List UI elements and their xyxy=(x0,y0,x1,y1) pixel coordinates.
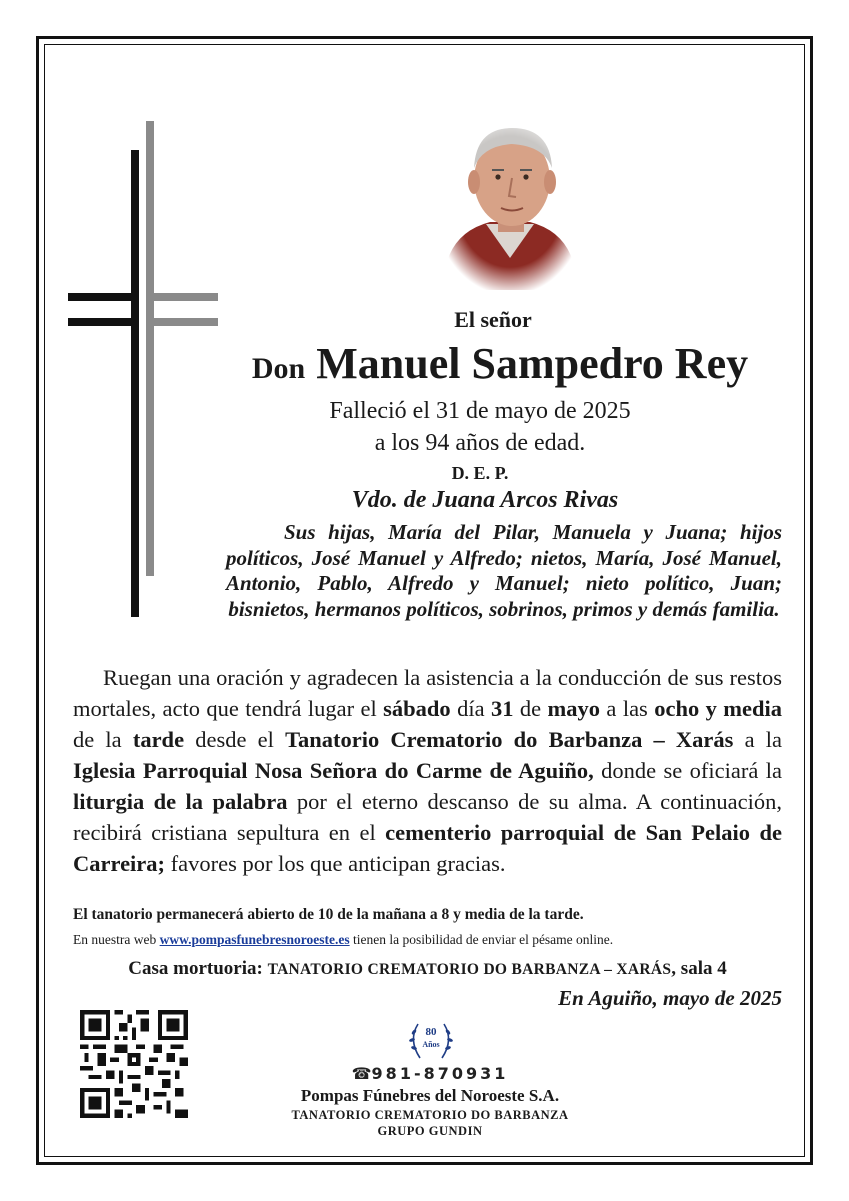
phone-line xyxy=(330,1064,530,1083)
family-list: Sus hijas, María del Pilar, Manuela y Juana; hijos políticos, José Manuel y Alfredo; nietos, María, José Manuel, Antonio, Pablo, Alfredo y Manuel; nieto político, Juan; bisnietos, hermanos políticos, sobrinos, primos y demás familia. xyxy=(226,520,782,621)
ceremony-text: Ruegan una oración y agradecen la asistencia a la conducción de sus restos mortales, acto que tendrá lugar el xyxy=(73,665,782,721)
web-notice xyxy=(73,932,782,948)
deceased-name-line xyxy=(200,338,800,389)
tanatorio-name: TANATORIO CREMATORIO DO BARBANZA xyxy=(291,1108,569,1122)
company-name: Pompas Fúnebres del Noroeste S.A. xyxy=(300,1086,560,1105)
death-date: Falleció el 31 de mayo de 2025 xyxy=(329,398,631,424)
anniversary-seal-icon xyxy=(404,1018,458,1066)
web-suffix: tienen la posibilidad de enviar el pésame online. xyxy=(349,932,614,947)
ceremony-church: Iglesia Parroquial Nosa Señora do Carme de Aguiño, xyxy=(73,758,594,783)
ceremony-period: tarde xyxy=(132,727,185,752)
seal-number: 80 xyxy=(425,1026,437,1038)
ceremony-text: a la xyxy=(733,727,782,752)
ceremony-paragraph xyxy=(73,662,782,879)
ceremony-text: donde se oficiará la xyxy=(593,758,782,783)
widow-text: Vdo. de Juana Arcos Rivas xyxy=(351,487,619,513)
intro-text: El señor xyxy=(454,307,532,332)
age-text: a los 94 años de edad. xyxy=(374,430,586,456)
seal-text: Años xyxy=(422,1040,440,1049)
ceremony-time: ocho y media xyxy=(654,696,783,721)
ceremony-text: desde el xyxy=(184,727,286,752)
ceremony-text: favores por los que anticipan gracias. xyxy=(165,851,506,876)
mortuary-label: Casa mortuoria: xyxy=(128,958,268,979)
mortuary-line xyxy=(73,958,782,980)
qr-code[interactable] xyxy=(80,1010,188,1118)
name-prefix: Don xyxy=(251,352,306,385)
mortuary-room: , sala 4 xyxy=(671,958,727,979)
place-date: En Aguiño, mayo de 2025 xyxy=(558,986,782,1010)
mortuary-name: TANATORIO CREMATORIO DO BARBANZA – XARÁS xyxy=(267,961,672,978)
group-name: GRUPO GUNDIN xyxy=(377,1124,483,1138)
ceremony-day: sábado xyxy=(383,696,451,721)
website-link[interactable]: www.pompasfunebresnoroeste.es xyxy=(159,932,350,947)
ceremony-month: mayo xyxy=(547,696,601,721)
ceremony-text: de xyxy=(513,696,548,721)
ceremony-text: de la xyxy=(73,727,133,752)
ceremony-cemetery: cementerio parroquial de San Pelaio de Carreira; xyxy=(73,820,782,876)
ceremony-text: a las xyxy=(600,696,655,721)
portrait-photo xyxy=(440,120,580,290)
rip-text: D. E. P. xyxy=(451,463,509,483)
phone-icon: ☎ xyxy=(351,1064,372,1083)
web-prefix: En nuestra web xyxy=(73,932,160,947)
opening-hours: El tanatorio permanecerá abierto de 10 de la mañana a 8 y media de la tarde. xyxy=(73,906,584,923)
phone-number[interactable]: 981-870931 xyxy=(371,1064,509,1083)
ceremony-text: por el eterno descanso de su alma. A continuación, recibirá cristiana sepultura en el xyxy=(73,789,782,845)
ceremony-text: día xyxy=(450,696,491,721)
ceremony-liturgy: liturgia de la palabra xyxy=(73,789,288,814)
deceased-name: Manuel Sampedro Rey xyxy=(316,339,749,388)
ceremony-origin: Tanatorio Crematorio do Barbanza – Xarás xyxy=(285,727,734,752)
ceremony-date-number: 31 xyxy=(490,696,514,721)
